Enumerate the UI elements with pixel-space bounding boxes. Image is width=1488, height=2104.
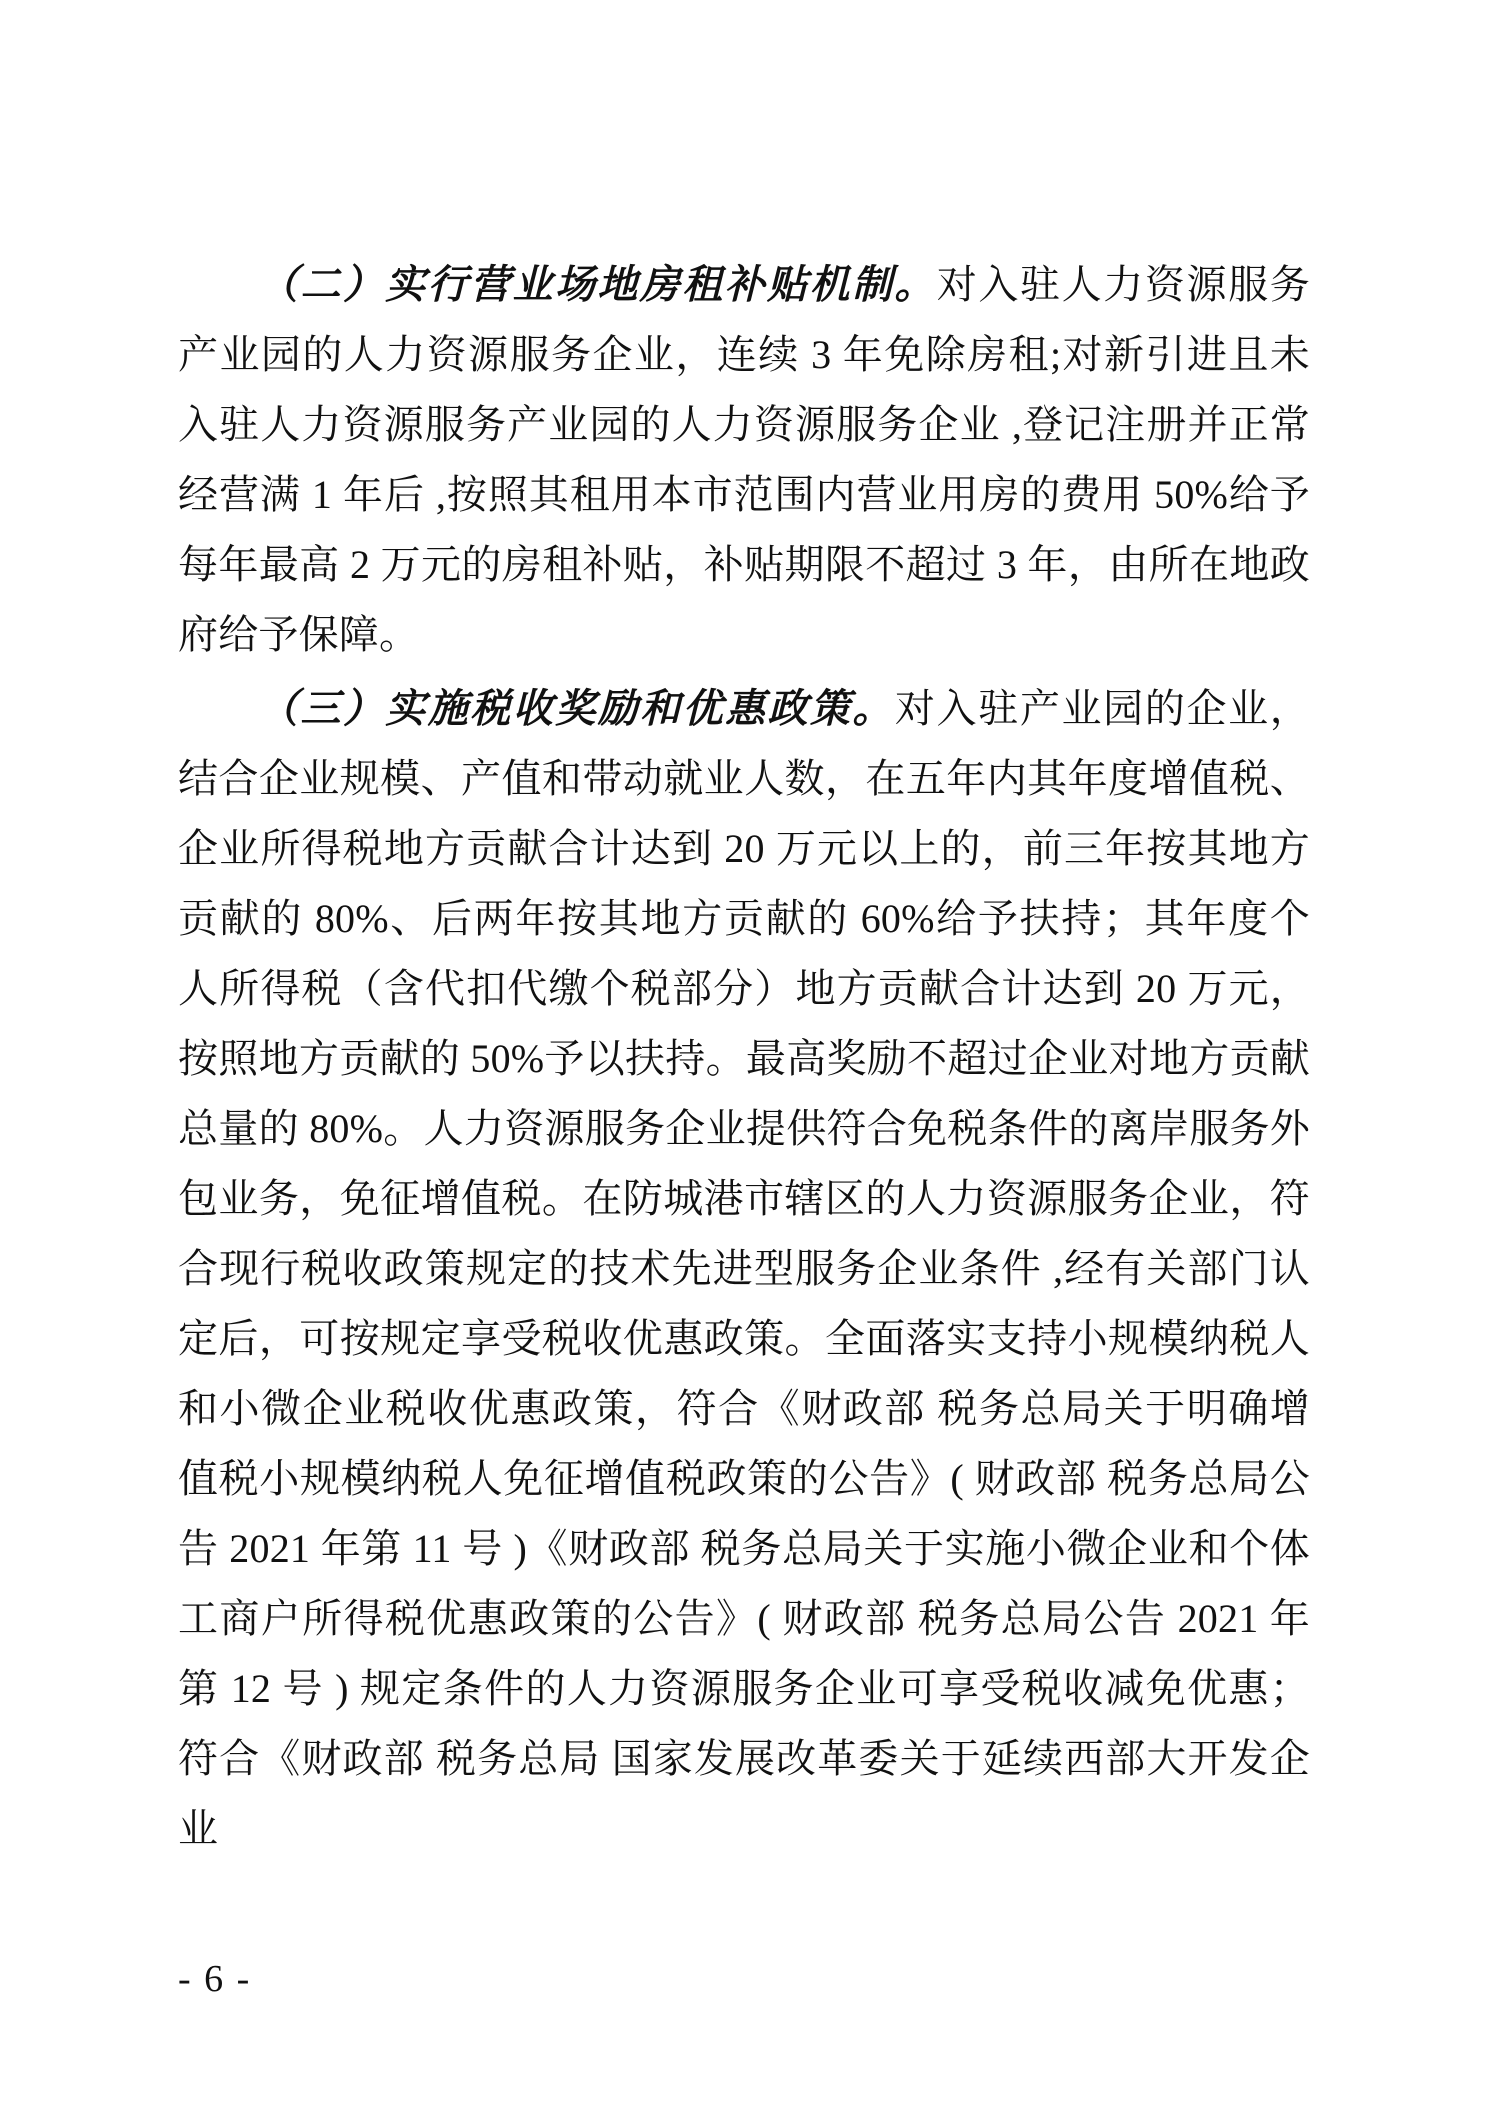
paragraph-2-heading: （二）实行营业场地房租补贴机制。 <box>258 262 937 307</box>
paragraph-2-body: 对入驻人力资源服务产业园的人力资源服务企业，连续 3 年免除房租;对新引进且未入驻人力资源服务产业园的人力资源服务企业 ,登记注册并正常经营满 1 年后 ,按照其租用本市范围内营业用房的费用 50%给予每年最高 2 万元的房租补贴，补贴期限不超过 3 年，由所在地政府给予保障。 <box>178 262 1310 657</box>
document-body <box>178 250 1310 1868</box>
paragraph-3-heading: （三）实施税收奖励和优惠政策。 <box>258 686 895 731</box>
paragraph-3 <box>178 674 1310 1864</box>
paragraph-2 <box>178 250 1310 670</box>
page-number: - 6 - <box>178 1958 252 2000</box>
paragraph-3-body: 对入驻产业园的企业，结合企业规模、产值和带动就业人数，在五年内其年度增值税、企业所得税地方贡献合计达到 20 万元以上的，前三年按其地方贡献的 80%、后两年按其地方贡献的 60%给予扶持；其年度个人所得税（含代扣代缴个税部分）地方贡献合计达到 20 万元，按照地方贡献的 50%予以扶持。最高奖励不超过企业对地方贡献总量的 80%。人力资源服务企业提供符合免税条件的离岸服务外包业务，免征增值税。在防城港市辖区的人力资源服务企业，符合现行税收政策规定的技术先进型服务企业条件 ,经有关部门认定后，可按规定享受税收优惠政策。全面落实支持小规模纳税人和小微企业税收优惠政策，符合《财政部 税务总局关于明确增值税小规模纳税人免征增值税政策的公告》( 财政部 税务总局公告 2021 年第 11 号 )《财政部 税务总局关于实施小微企业和个体工商户所得税优惠政策的公告》( 财政部 税务总局公告 2021 年第 12 号 ) 规定条件的人力资源服务企业可享受税收减免优惠；符合《财政部 税务总局 国家发展改革委关于延续西部大开发企业 <box>178 686 1310 1851</box>
